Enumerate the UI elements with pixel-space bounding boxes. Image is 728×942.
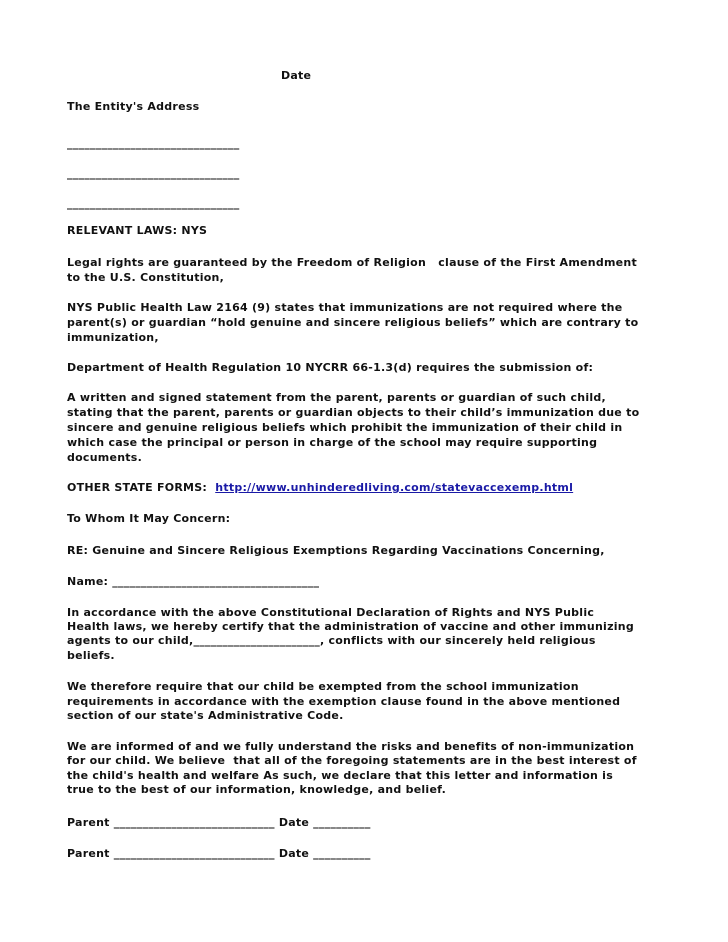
- certification-line: Health laws, we hereby certify that the administration of vaccine and other immunizing: [67, 620, 634, 633]
- relevant-laws-heading: RELEVANT LAWS: NYS: [67, 224, 208, 237]
- exemption-request-line: We therefore require that our child be exempted from the school immunization: [67, 680, 579, 693]
- other-state-forms-label: OTHER STATE FORMS:: [67, 481, 212, 494]
- written-statement-line: sincere and genuine religious beliefs which prohibit the immunization of their child in: [67, 421, 623, 434]
- public-health-law-line: NYS Public Health Law 2164 (9) states that immunizations are not required where the: [67, 301, 623, 314]
- certification-line: In accordance with the above Constitutional Declaration of Rights and NYS Public: [67, 606, 595, 619]
- parent-signature-line: Parent ____________________________ Date __________: [67, 847, 371, 860]
- other-state-forms-line: [67, 480, 573, 495]
- understanding-line: for our child. We believe that all of the foregoing statements are in the best interest of: [67, 754, 637, 767]
- written-statement-line: A written and signed statement from the parent, parents or guardian of such child,: [67, 391, 606, 404]
- entity-address-label: The Entity's Address: [67, 100, 200, 113]
- address-line-3: ______________________________: [67, 197, 240, 210]
- public-health-law-line: parent(s) or guardian “hold genuine and sincere religious beliefs” which are contrary to: [67, 316, 639, 329]
- certification-line: agents to our child,______________________, conflicts with our sincerely held religious: [67, 634, 596, 647]
- date-label: Date: [281, 69, 312, 82]
- name-line: Name: ____________________________________: [67, 575, 320, 588]
- freedom-of-religion-line: Legal rights are guaranteed by the Freedom of Religion clause of the First Amendment: [67, 256, 637, 269]
- parent-signature-line: Parent ____________________________ Date __________: [67, 816, 371, 829]
- freedom-of-religion-line: to the U.S. Constitution,: [67, 271, 225, 284]
- written-statement-line: documents.: [67, 451, 143, 464]
- health-regulation-line: Department of Health Regulation 10 NYCRR 66-1.3(d) requires the submission of:: [67, 361, 594, 374]
- public-health-law-line: immunization,: [67, 331, 159, 344]
- exemption-request-line: section of our state's Administrative Code.: [67, 709, 344, 722]
- written-statement-line: which case the principal or person in charge of the school may require supporting: [67, 436, 598, 449]
- address-line-1: ______________________________: [67, 137, 240, 150]
- written-statement-line: stating that the parent, parents or guardian objects to their child’s immunization due to: [67, 406, 640, 419]
- re-line: RE: Genuine and Sincere Religious Exemptions Regarding Vaccinations Concerning,: [67, 544, 605, 557]
- understanding-line: We are informed of and we fully understand the risks and benefits of non-immunization: [67, 740, 635, 753]
- certification-line: beliefs.: [67, 649, 115, 662]
- state-forms-link[interactable]: http://www.unhinderedliving.com/statevaccexemp.html: [215, 481, 574, 494]
- exemption-request-line: requirements in accordance with the exemption clause found in the above mentioned: [67, 695, 621, 708]
- salutation: To Whom It May Concern:: [67, 512, 231, 525]
- understanding-line: true to the best of our information, knowledge, and belief.: [67, 783, 447, 796]
- understanding-line: the child's health and welfare As such, we declare that this letter and information is: [67, 769, 613, 782]
- address-line-2: ______________________________: [67, 167, 240, 180]
